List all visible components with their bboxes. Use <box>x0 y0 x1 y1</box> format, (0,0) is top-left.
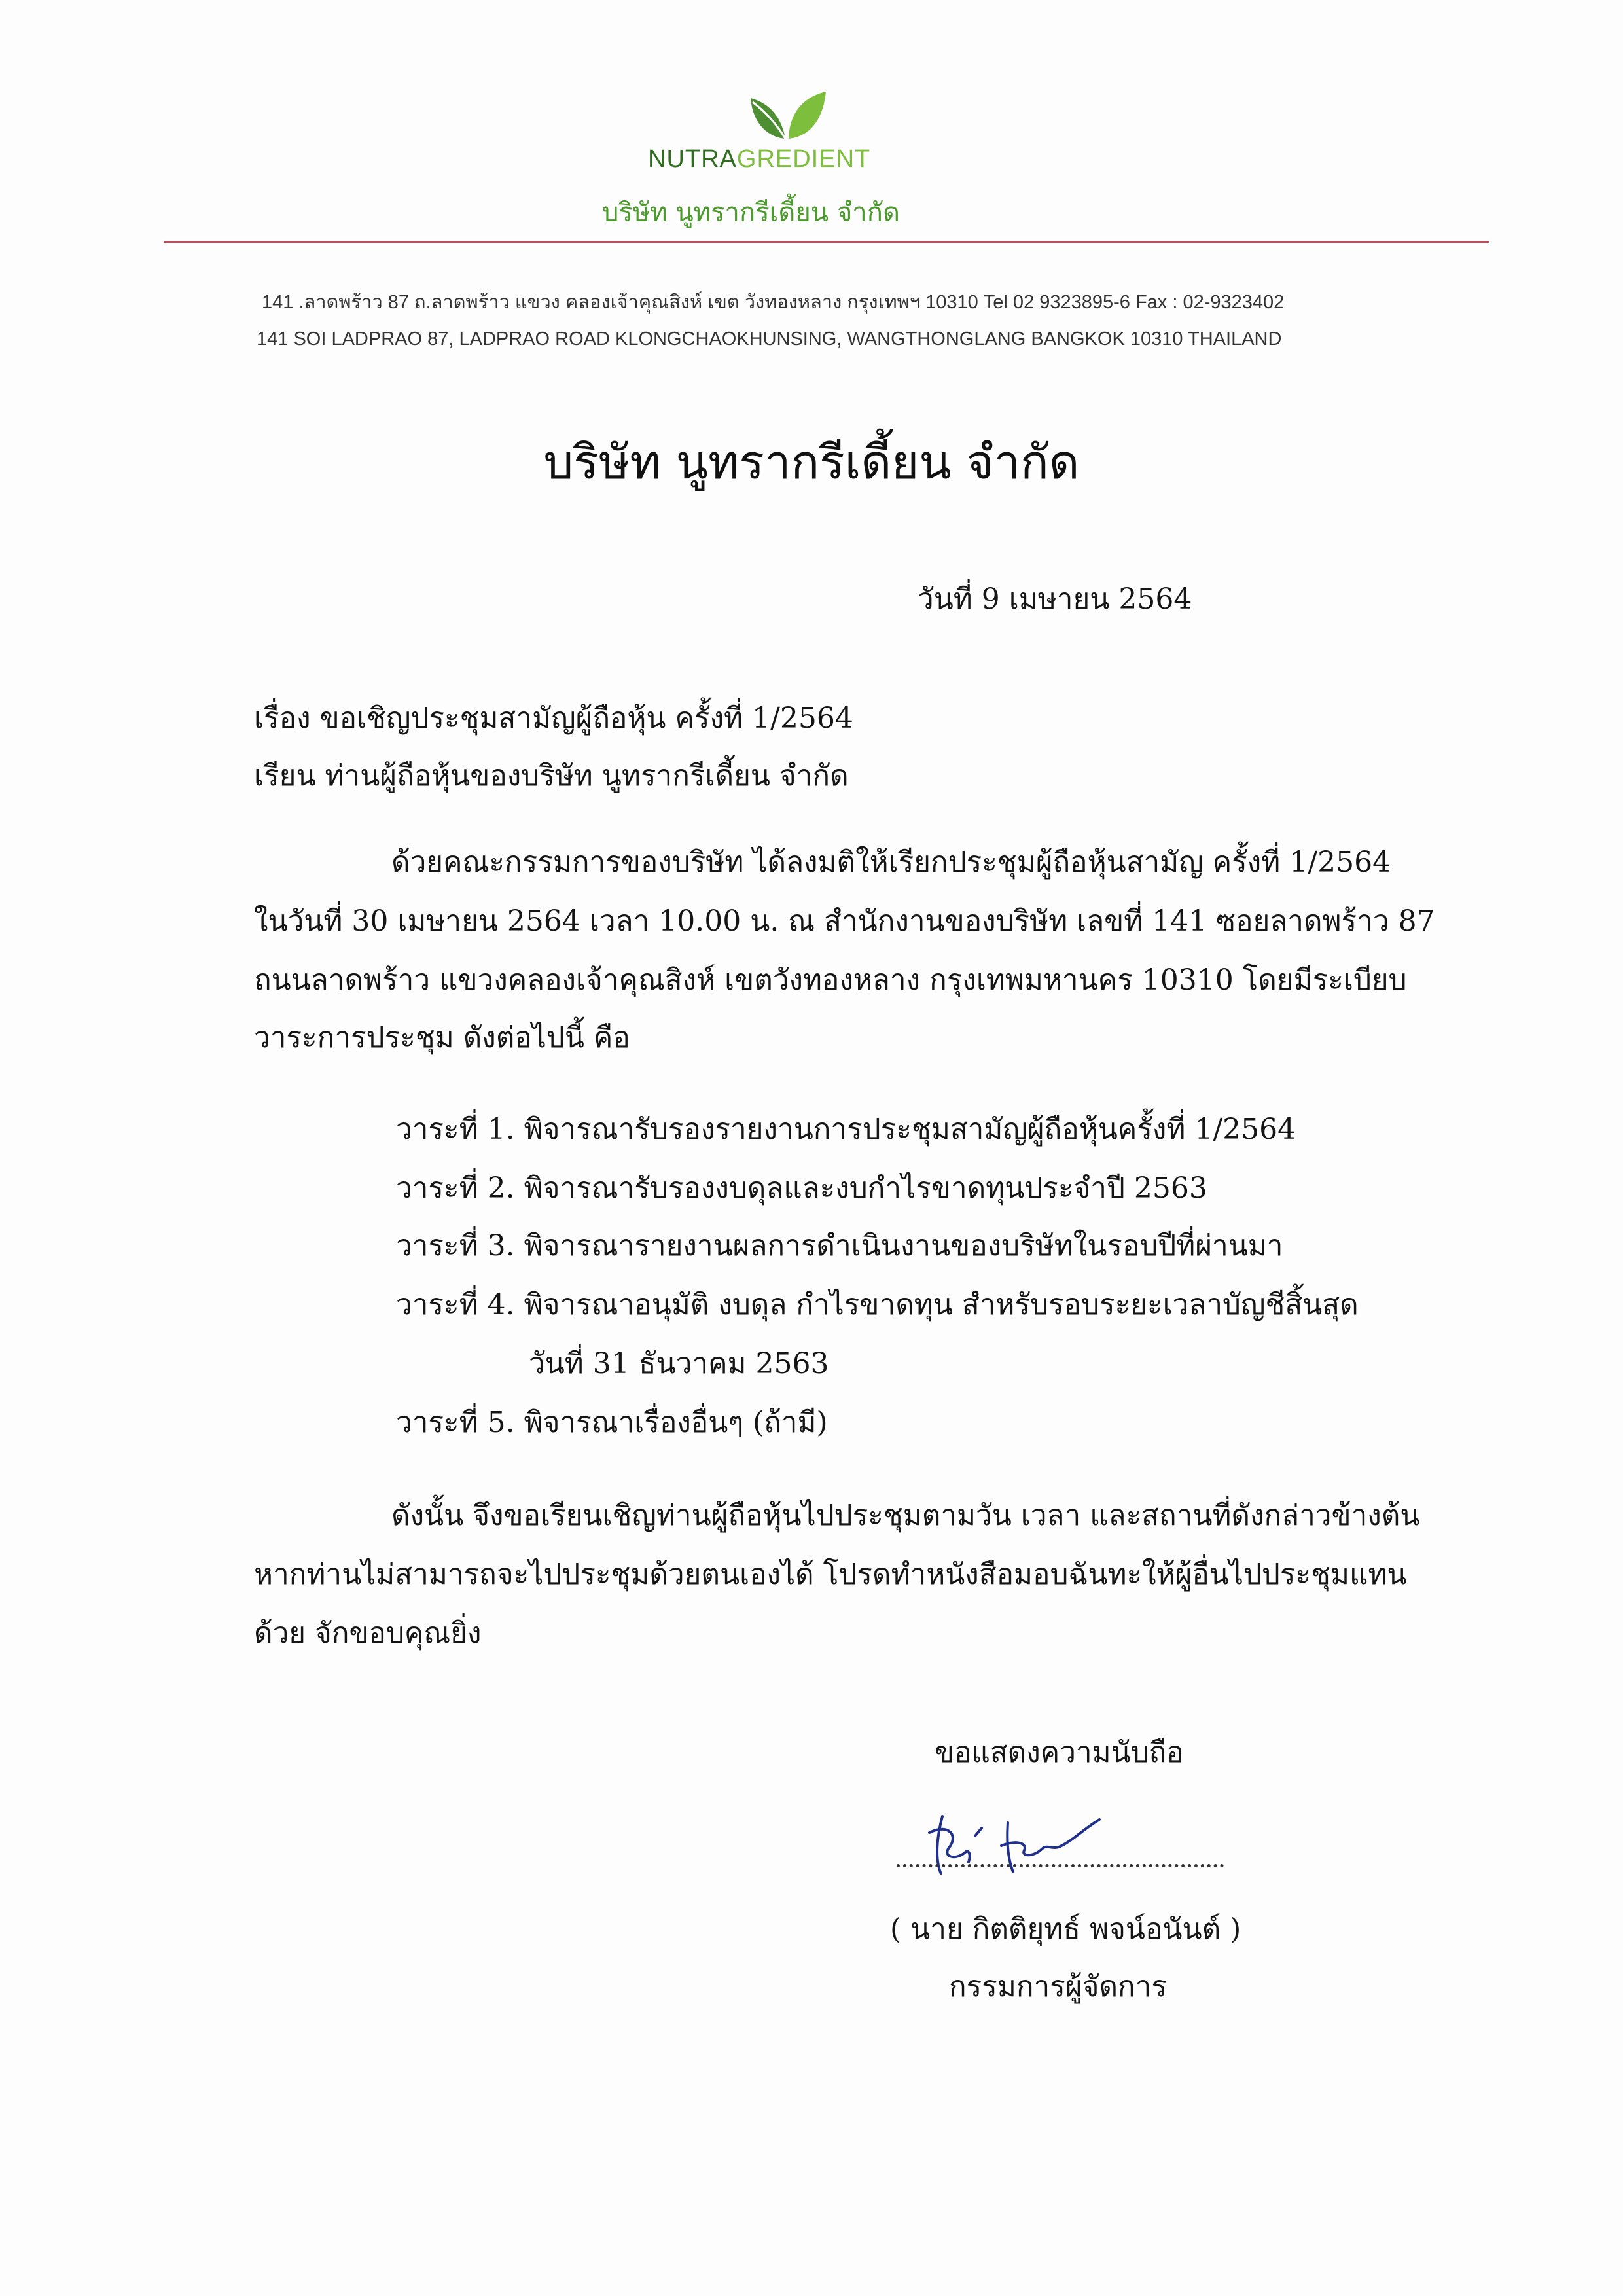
agenda-item-5: วาระที่ 5. พิจารณาเรื่องอื่นๆ (ถ้ามี) <box>396 1406 828 1439</box>
address-thai: 141 .ลาดพร้าว 87 ถ.ลาดพร้าว แขวง คลองเจ้าคุณสิงห์ เขต วังทองหลาง กรุงเทพฯ 10310 Tel 02 9323895-6 Fax : 02-9323402 <box>262 292 1285 313</box>
signature-line <box>897 1864 1224 1867</box>
body-line: ในวันที่ 30 เมษายน 2564 เวลา 10.00 น. ณ สำนักงานของบริษัท เลขที่ 141 ซอยลาดพร้าว 87 <box>254 905 1435 938</box>
agenda-item-4: วาระที่ 4. พิจารณาอนุมัติ งบดุล กำไรขาดทุน สำหรับรอบระยะเวลาบัญชีสิ้นสุด <box>396 1288 1359 1321</box>
signer-title: กรรมการผู้จัดการ <box>949 1970 1168 2003</box>
signer-name: ( นาย กิตติยุทธ์ พจน์อนันต์ ) <box>890 1912 1241 1946</box>
closing-line: ดังนั้น จึงขอเรียนเชิญท่านผู้ถือหุ้นไปประชุมตามวัน เวลา และสถานที่ดังกล่าวข้างต้น <box>391 1499 1420 1532</box>
brand-name-part-nutra: NUTRA <box>648 145 737 173</box>
leaf-logo-icon <box>751 92 826 139</box>
letter-recipient: เรียน ท่านผู้ถือหุ้นของบริษัท นูทรากรีเดี้ยน จำกัด <box>254 759 849 793</box>
letter-date: วันที่ 9 เมษายน 2564 <box>918 583 1192 616</box>
letter-title: บริษัท นูทรากรีเดี้ยน จำกัด <box>543 435 1080 490</box>
agenda-item-2: วาระที่ 2. พิจารณารับรองงบดุลและงบกำไรขาดทุนประจำปี 2563 <box>396 1172 1207 1205</box>
brand-name-th: บริษัท นูทรากรีเดี้ยน จำกัด <box>602 198 900 228</box>
header-divider <box>164 241 1489 243</box>
sign-off: ขอแสดงความนับถือ <box>935 1736 1184 1769</box>
body-line: วาระการประชุม ดังต่อไปนี้ คือ <box>254 1021 630 1054</box>
agenda-item-3: วาระที่ 3. พิจารณารายงานผลการดำเนินงานของบริษัทในรอบปีที่ผ่านมา <box>396 1229 1283 1263</box>
agenda-item-1: วาระที่ 1. พิจารณารับรองรายงานการประชุมสามัญผู้ถือหุ้นครั้งที่ 1/2564 <box>396 1113 1296 1146</box>
letter-subject: เรื่อง ขอเชิญประชุมสามัญผู้ถือหุ้น ครั้งที่ 1/2564 <box>254 702 853 735</box>
brand-name-en <box>648 145 923 173</box>
closing-line: ด้วย จักขอบคุณยิ่ง <box>254 1617 482 1650</box>
body-line: ถนนลาดพร้าว แขวงคลองเจ้าคุณสิงห์ เขตวังทองหลาง กรุงเทพมหานคร 10310 โดยมีระเบียบ <box>254 963 1407 997</box>
brand-name-part-gredient: GREDIENT <box>736 145 871 173</box>
address-english: 141 SOI LADPRAO 87, LADPRAO ROAD KLONGCHAOKHUNSING, WANGTHONGLANG BANGKOK 10310 THAILAND <box>257 329 1282 350</box>
closing-line: หากท่านไม่สามารถจะไปประชุมด้วยตนเองได้ โปรดทำหนังสือมอบฉันทะให้ผู้อื่นไปประชุมแทน <box>254 1558 1407 1591</box>
body-line: ด้วยคณะกรรมการของบริษัท ได้ลงมติให้เรียกประชุมผู้ถือหุ้นสามัญ ครั้งที่ 1/2564 <box>391 846 1391 879</box>
handwritten-signature <box>903 1797 1139 1895</box>
agenda-item-4-continued: วันที่ 31 ธันวาคม 2563 <box>529 1347 829 1380</box>
